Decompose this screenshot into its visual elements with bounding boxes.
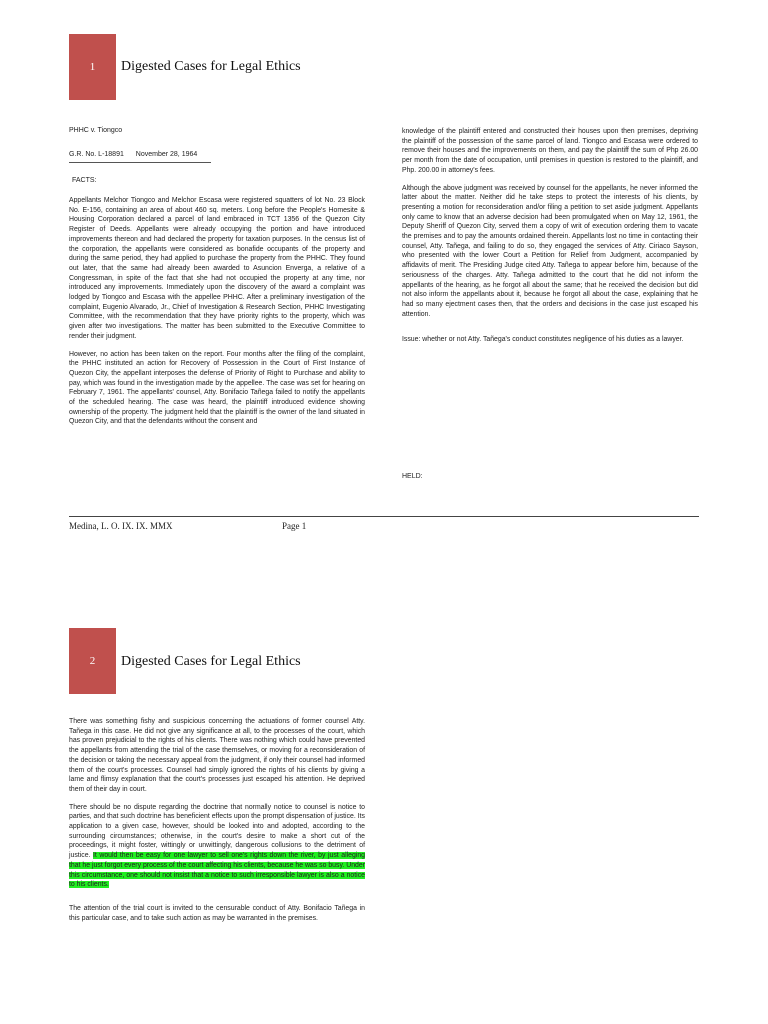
case-number-underline — [69, 162, 211, 163]
paragraph-text: There should be no dispute regarding the doctrine that normally notice to counsel is notice to parties, and that such doctrine has beneficient effects upon the prompt dispensation of justice. Its application to a given case, however, should be looked into and adopted, according to the surrounding circumstances; otherwise, in the court's desire to make a short cut of the proceedings, it might foster, wittingly or unwittingly, dangerous collusions to the detriment of justice. — [69, 803, 365, 860]
facts-paragraph: Although the above judgment was received by counsel for the appellants, he never informed the latter about the matter. Neither did he take steps to protect the interests of his clients, by presenting a motion for reconsideration and/or filing a petition to set aside judgment. Appellants only came to know that an adverse decision had been promulgated when on May 12, 1961, the Deputy Sheriff of Quezon City, served them a copy of writ of execution ordering them to vacate the premises and to pay the amounts ordained therein. Appellants lost no time in contacting their counsel, Atty. Tañega, and failing to do so, they engaged the services of Atty. Ciriaco Sayson, who presented with the lower Court a Petition for Relief from Judgment, accompanied by affidavits of merit. The Presiding Judge cited Atty. Tañega to appear before him, because of the seriousness of the charges. Atty. Tañega admitted to the court that he did not inform the appellants of the hearing, as he forgot all about the same; that he received the decision but did not also inform the appellants about it, because he forgot all about the case, explaining that he had so many ejectment cases then, that the orders and decisions in the case just escaped his attention. — [402, 184, 698, 318]
page-number-box: 2 — [69, 628, 116, 694]
body-paragraph — [69, 803, 365, 890]
facts-label: FACTS: — [72, 177, 97, 184]
document-page-2 — [0, 590, 768, 1024]
issue-paragraph: Issue: whether or not Atty. Tañega's conduct constitutes negligence of his duties as a lawyer. — [402, 336, 684, 344]
case-title: PHHC v. Tiongco — [69, 127, 123, 134]
body-column — [69, 717, 365, 931]
facts-paragraph: knowledge of the plaintiff entered and constructed their houses upon then premises, depriving the plaintiff of the possession of the same parcel of land. Tiongco and Escasa were ordered to remove their houses and the improvements on them, and pay the plaintiff the sum of Php 26.00 per month from the date of occupation, until premises in question is restored to the plaintiff, and Php. 200.00 in attorney's fees. — [402, 128, 698, 174]
facts-paragraph: However, no action has been taken on the report. Four months after the filing of the complaint, the PHHC instituted an action for Recovery of Possession in the Court of First Instance of Quezon City, the appellant interposes the defense of Priority of Right to Purchase and ability to pay, which was found in the investigation made by the appellee. The case was set for hearing on February 7, 1961. The appellants' counsel, Atty. Bonifacio Tañega failed to notify the appellants of the scheduled hearing. The case was heard, the plaintiff introduced evidence showing ownership of the property. The judgment held that the plaintiff is the owner of the land situated in Quezon City, and that the defendants without the consent and — [69, 350, 365, 426]
page-number-box: 1 — [69, 34, 116, 100]
footer-rule — [69, 516, 699, 517]
document-title: Digested Cases for Legal Ethics — [121, 59, 301, 74]
left-column — [69, 196, 365, 435]
gr-number: G.R. No. L-18891 — [69, 151, 124, 158]
body-paragraph: The attention of the trial court is invited to the censurable conduct of Atty. Bonifacio Tañega in this particular case, and to take such action as may be warranted in the premises. — [69, 904, 365, 922]
case-number — [69, 151, 197, 158]
document-title: Digested Cases for Legal Ethics — [121, 654, 301, 669]
facts-paragraph: Appellants Melchor Tiongco and Melchor Escasa were registered squatters of lot No. 23 Block No. E-156, containing an area of about 460 sq. meters. Long before the People's Homesite & Housing Corporation declared a parcel of land embraced in TCT 1356 of the Quezon City Register of Deeds. Appellants were already occupying the portion and have introduced improvements thereon and had declared the property for taxation purposes. In the census list of the corporation, the appellants were considered as bonafide occupants of the property and during the same period, they had applied to purchase the property from the PHHC. They found out later, that the same had already been awarded to Asuncion Enverga, a relative of a Congressman, in spite of the fact that she had not occupied the property at any time, nor introduced any improvements. Immediately upon the discovery of the award a complaint was lodged by Tiongco and Escasa with the appellee PHHC. After a preliminary investigation of the complaint, Eugenio Alvarado, Jr., Chief of Investigation & Research Section, PHHC Investigating Committee, with the recommendation that they have priority rights to the property, which was given after two investigations. The matter has been submitted to the Executive Committee to render their judgment. — [69, 197, 365, 340]
held-label: HELD: — [402, 473, 423, 480]
body-paragraph: There was something fishy and suspicious concerning the actuations of former counsel Atty. Tañega in this case. He did not give any significance at all, to the processes of the court, which has proven prejudicial to the rights of his clients. There was nothing which could have prevented the appellants from attending the trial of the case themselves, or moving for a reconsideration of the decision or taking the necessary appeal from the judgment, if only their counsel had informed them of the court's processes. Counsel had simply ignored the rights of his clients by giving a lame and flimsy explanation that the court's processes just escaped his attention. He deprived them of their day in court. — [69, 718, 365, 793]
case-date: November 28, 1964 — [135, 151, 198, 158]
footer-author: Medina, L. O. IX. IX. MMX — [69, 521, 173, 531]
footer-page-number: Page 1 — [282, 521, 307, 531]
right-column — [402, 127, 698, 353]
highlighted-text: It would then be easy for one lawyer to sell one's rights down the river, by just alleging that he just forgot every process of the court affecting his clients, because he was so busy. Under this circumstance, one should not insist that a notice to such irresponsible lawyer is also a notice to his clients. — [69, 852, 365, 889]
